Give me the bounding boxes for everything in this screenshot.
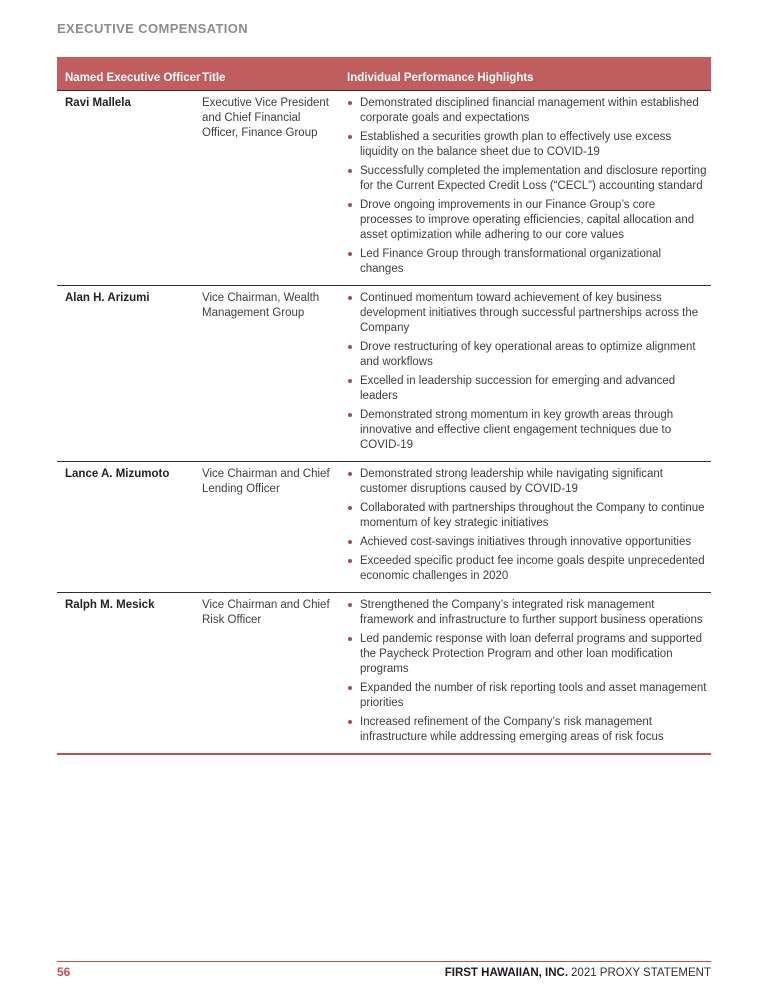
highlight-text: Led pandemic response with loan deferral programs and supported the Paycheck Protection Program and other loan modification programs <box>360 633 703 675</box>
highlights-list <box>347 291 707 453</box>
table-row <box>57 592 711 753</box>
highlight-item <box>347 408 707 453</box>
highlight-text: Collaborated with partnerships throughout the Company to continue momentum of key strategic initiatives <box>360 502 705 529</box>
highlights-list <box>347 96 707 277</box>
highlight-text: Successfully completed the implementation and disclosure reporting for the Current Expected Credit Loss (“CECL”) accounting standard <box>360 165 707 192</box>
highlight-item <box>347 554 707 584</box>
bullet-icon <box>348 252 352 256</box>
bullet-icon <box>348 472 352 476</box>
highlight-item <box>347 291 707 336</box>
section-title: EXECUTIVE COMPENSATION <box>57 21 249 36</box>
page-footer <box>57 961 711 979</box>
bullet-icon <box>348 345 352 349</box>
highlight-text: Increased refinement of the Company’s risk management infrastructure while addressing emerging areas of risk focus <box>360 716 664 743</box>
header-title: Title <box>202 72 226 84</box>
performance-highlights-table <box>57 57 711 755</box>
bullet-icon <box>348 720 352 724</box>
highlight-item <box>347 164 707 194</box>
highlight-item <box>347 535 707 550</box>
highlights-list <box>347 598 707 745</box>
highlight-text: Established a securities growth plan to effectively use excess liquidity on the balance sheet due to COVID-19 <box>360 131 672 158</box>
highlight-text: Drove ongoing improvements in our Finance Group’s core processes to improve operating efficiencies, capital allocation and asset optimization while adhering to our core values <box>360 199 695 241</box>
highlight-text: Demonstrated disciplined financial management within established corporate goals and expectations <box>360 97 699 124</box>
bullet-icon <box>348 413 352 417</box>
highlight-item <box>347 96 707 126</box>
bullet-icon <box>348 379 352 383</box>
highlight-item <box>347 198 707 243</box>
officer-name: Ralph M. Mesick <box>65 599 155 611</box>
bullet-icon <box>348 540 352 544</box>
bullet-icon <box>348 603 352 607</box>
highlight-item <box>347 340 707 370</box>
officer-name: Lance A. Mizumoto <box>65 468 170 480</box>
highlight-item <box>347 715 707 745</box>
highlight-item <box>347 374 707 404</box>
bullet-icon <box>348 296 352 300</box>
highlight-item <box>347 681 707 711</box>
table-header-row <box>57 57 711 90</box>
officer-title: Executive Vice President and Chief Financial Officer, Finance Group <box>202 97 329 139</box>
bullet-icon <box>348 101 352 105</box>
officer-highlights-cell <box>347 291 711 453</box>
table-row <box>57 285 711 461</box>
bullet-icon <box>348 637 352 641</box>
highlights-list <box>347 467 707 584</box>
bullet-icon <box>348 203 352 207</box>
table-body <box>57 90 711 753</box>
bullet-icon <box>348 506 352 510</box>
highlight-text: Demonstrated strong leadership while navigating significant customer disruptions caused by COVID-19 <box>360 468 664 495</box>
footer-company-name: FIRST HAWAIIAN, INC. <box>444 967 569 979</box>
page-number: 56 <box>57 965 71 979</box>
highlight-text: Strengthened the Company’s integrated risk management framework and infrastructure to further support business operations <box>360 599 703 626</box>
highlight-text: Drove restructuring of key operational areas to optimize alignment and workflows <box>360 341 696 368</box>
bullet-icon <box>348 686 352 690</box>
footer-document-name: 2021 PROXY STATEMENT <box>571 967 711 979</box>
table-row <box>57 461 711 592</box>
officer-name: Ravi Mallela <box>65 97 131 109</box>
highlight-text: Continued momentum toward achievement of key business development initiatives through successful partnerships across the Company <box>360 292 699 334</box>
header-named-executive-officer: Named Executive Officer <box>65 72 201 84</box>
header-individual-performance-highlights: Individual Performance Highlights <box>347 72 534 84</box>
highlight-item <box>347 598 707 628</box>
footer-document-title <box>445 967 711 979</box>
highlight-text: Exceeded specific product fee income goals despite unprecedented economic challenges in 2020 <box>360 555 705 582</box>
highlight-item <box>347 632 707 677</box>
highlight-text: Expanded the number of risk reporting tools and asset management priorities <box>360 682 707 709</box>
highlight-text: Excelled in leadership succession for emerging and advanced leaders <box>360 375 676 402</box>
officer-highlights-cell <box>347 467 711 584</box>
bullet-icon <box>348 169 352 173</box>
officer-title: Vice Chairman, Wealth Management Group <box>202 292 320 319</box>
highlight-item <box>347 467 707 497</box>
highlight-text: Achieved cost-savings initiatives through innovative opportunities <box>360 536 692 548</box>
officer-title: Vice Chairman and Chief Risk Officer <box>202 599 330 626</box>
officer-highlights-cell <box>347 598 711 745</box>
bullet-icon <box>348 135 352 139</box>
table-row <box>57 90 711 285</box>
officer-highlights-cell <box>347 96 711 277</box>
officer-name: Alan H. Arizumi <box>65 292 150 304</box>
bullet-icon <box>348 559 352 563</box>
officer-title: Vice Chairman and Chief Lending Officer <box>202 468 330 495</box>
highlight-text: Demonstrated strong momentum in key growth areas through innovative and effective client engagement techniques due to COVID-19 <box>360 409 674 451</box>
highlight-item <box>347 130 707 160</box>
highlight-item <box>347 501 707 531</box>
highlight-item <box>347 247 707 277</box>
highlight-text: Led Finance Group through transformational organizational changes <box>360 248 662 275</box>
